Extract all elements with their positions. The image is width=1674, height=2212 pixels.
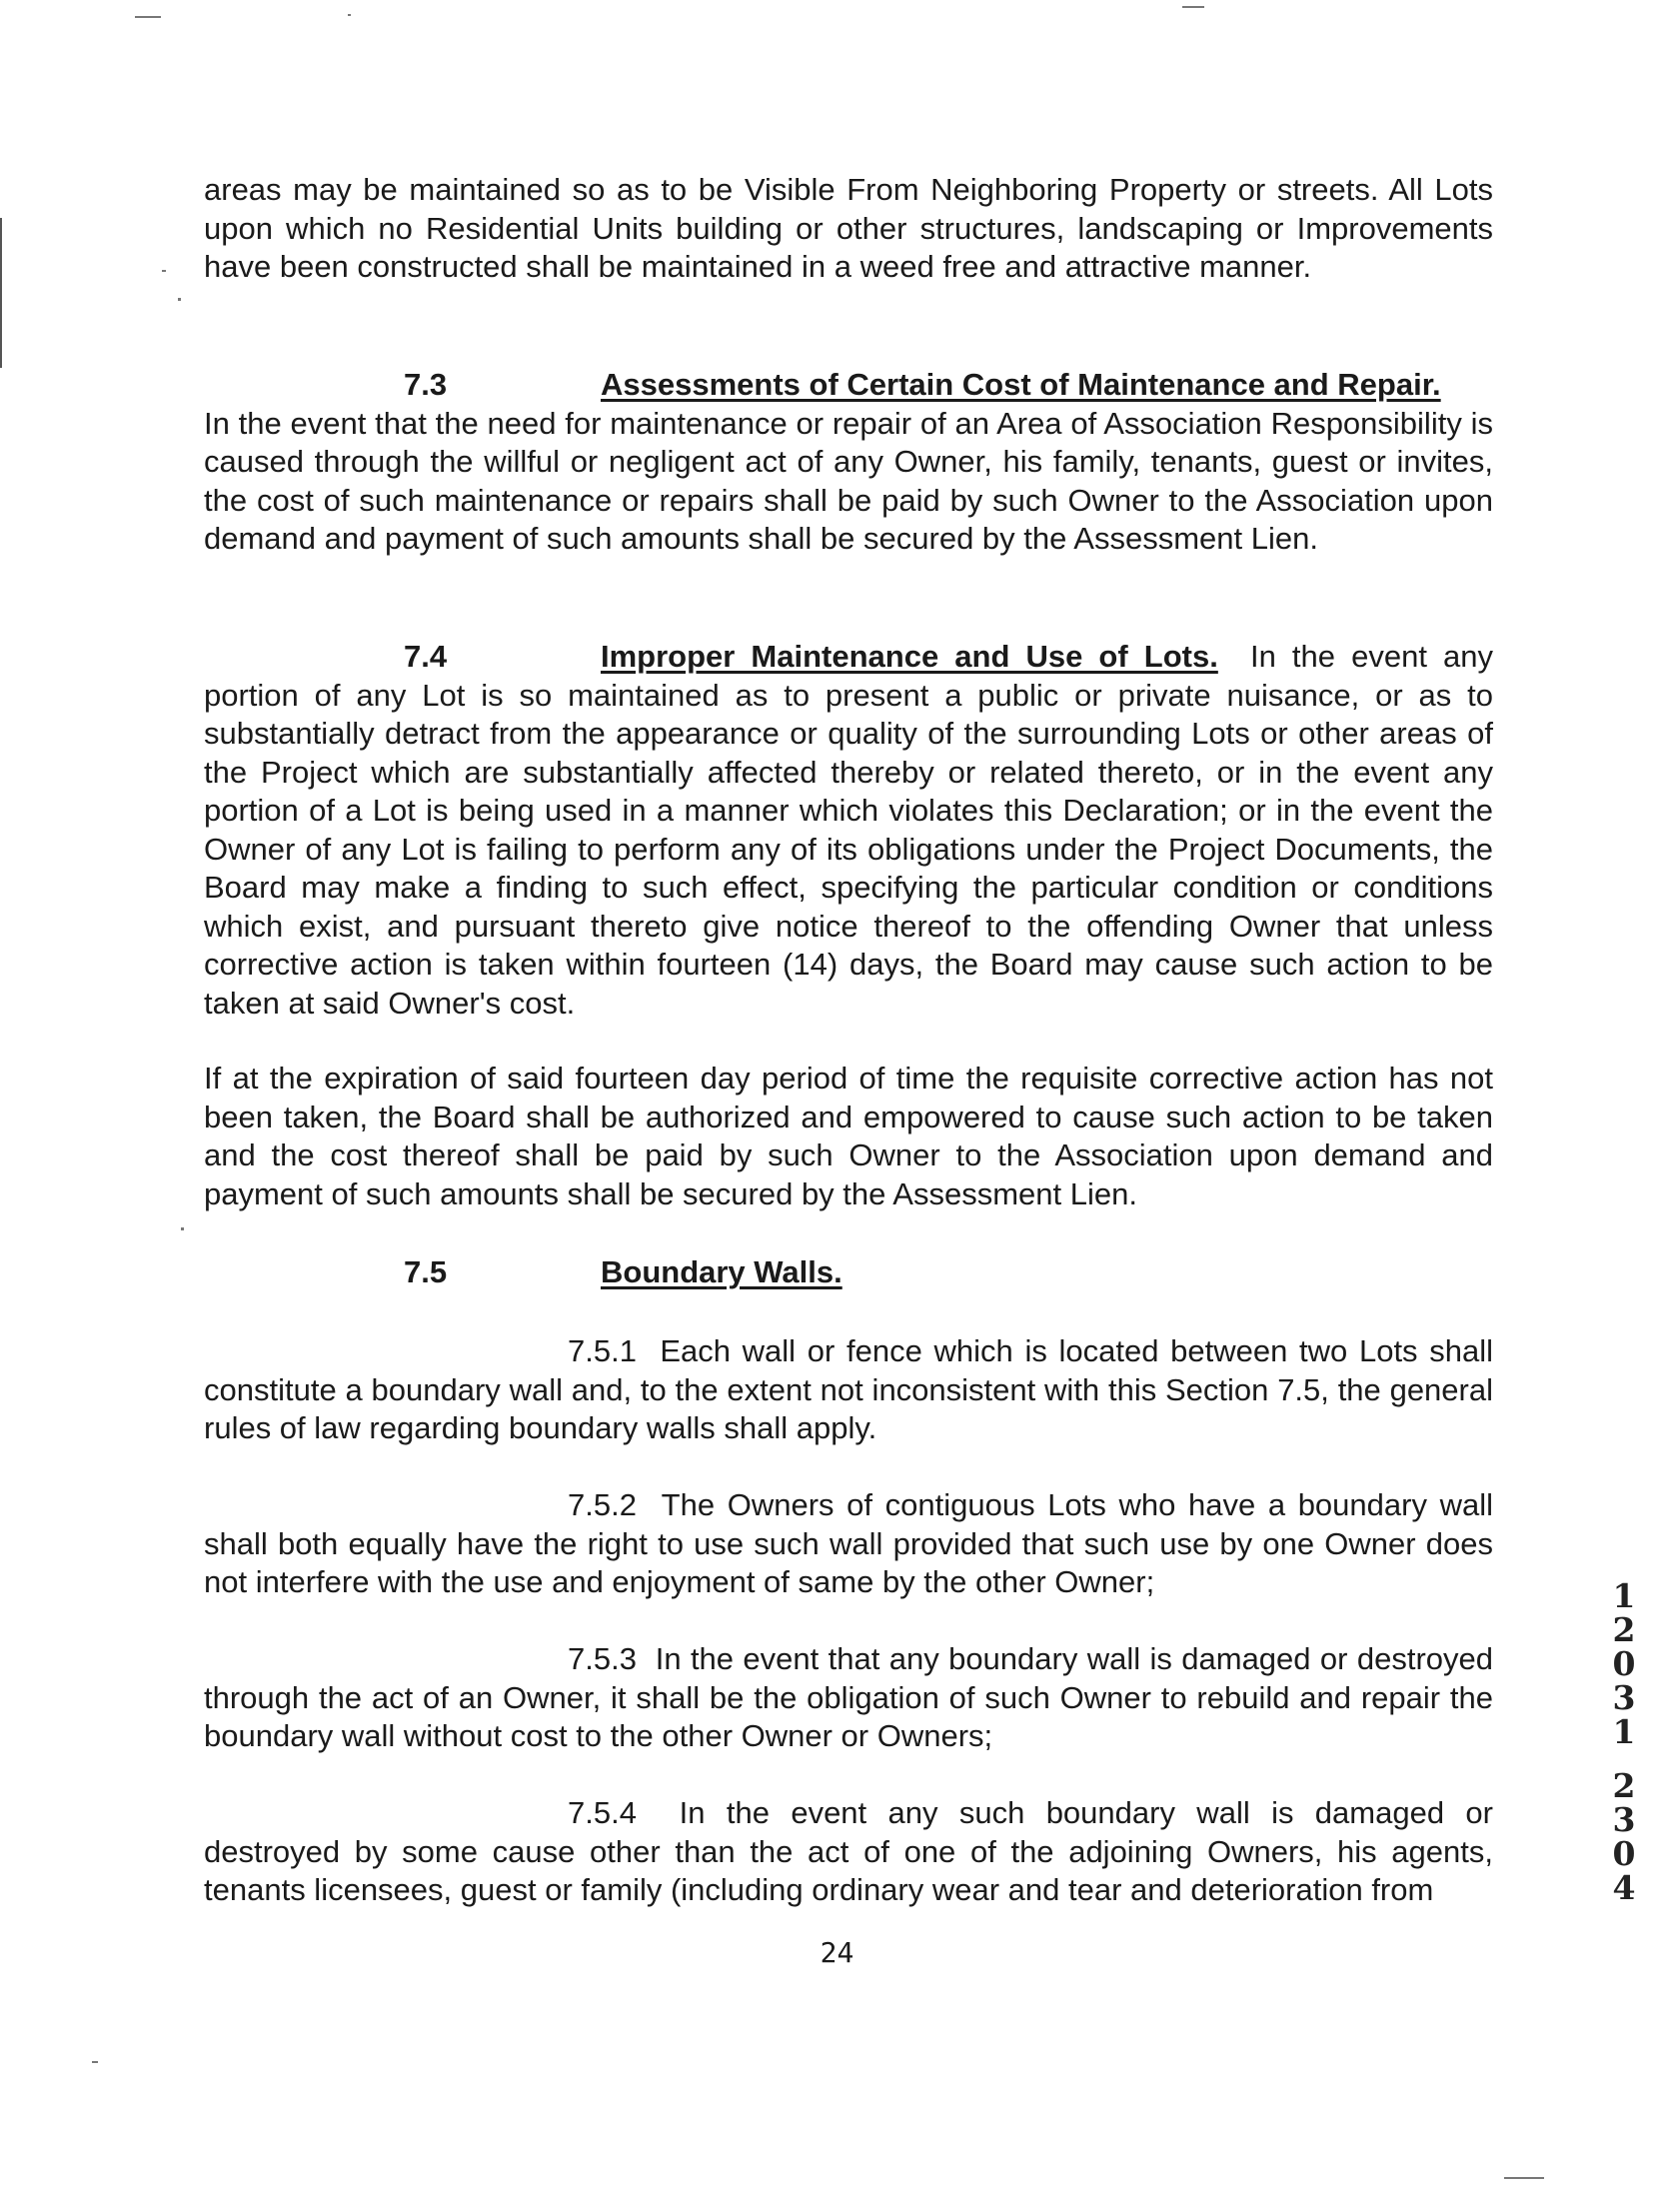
recording-stamp: [1604, 1576, 1644, 1907]
section-number: 7.3: [404, 367, 448, 402]
section-title: Boundary Walls.: [601, 1254, 842, 1289]
section-7-4-continuation: If at the expiration of said fourteen day period of time the requisite corrective action has not been taken, the Board shall be authorized and empowered to cause such action to be taken and the cost thereof shall be paid by such Owner to the Association upon demand and payment of such amounts shall be secured by the Assessment Lien.: [204, 1061, 1493, 1211]
section-number: 7.4: [404, 639, 448, 674]
intro-paragraph: areas may be maintained so as to be Visible From Neighboring Property or streets. All Lots upon which no Residential Units building or other structures, landscaping or Improvements have been constructed shall be maintained in a weed free and attractive manner.: [204, 172, 1493, 284]
stamp-digit: 4: [1612, 1868, 1636, 1907]
subsection-text: In the event any such boundary wall is damaged or destroyed by some cause other than the act of one of the adjoining Owners, his agents, tenants licensees, guest or family (including ordinary wear and tear and deterioration from: [204, 1795, 1493, 1907]
subsection-text: The Owners of contiguous Lots who have a boundary wall shall both equally have the right to use such wall provided that such use by one Owner does not interfere with the use and enjoyment of same by the other Owner;: [204, 1487, 1493, 1599]
scan-mark: [1504, 2177, 1544, 2179]
section-title: Assessments of Certain Cost of Maintenance and Repair.: [601, 367, 1441, 402]
stamp-digit: 0: [1612, 1644, 1636, 1683]
subsection-text: Each wall or fence which is located between two Lots shall constitute a boundary wall and, to the extent not inconsistent with this Section 7.5, the general rules of law regarding boundary walls shall apply.: [204, 1333, 1493, 1445]
scan-mark: [1182, 6, 1204, 8]
section-number: 7.5: [404, 1254, 448, 1289]
stamp-digit: 1: [1612, 1712, 1636, 1751]
stamp-digit: 2: [1612, 1766, 1636, 1805]
stamp-digit: 1: [1612, 1576, 1636, 1615]
stamp-digit: 2: [1612, 1610, 1636, 1649]
subsection-7-5-2: [204, 1486, 1493, 1602]
stamp-digit: 3: [1612, 1678, 1636, 1717]
scan-mark: [92, 2061, 98, 2063]
section-title: Improper Maintenance and Use of Lots.: [601, 639, 1218, 674]
subsection-7-5-3: [204, 1640, 1493, 1756]
section-body: In the event that the need for maintenance or repair of an Area of Association Responsibility is caused through the willful or negligent act of any Owner, his family, tenants, guest or invites, the cost of such maintenance or repairs shall be paid by such Owner to the Association upon demand and payment of such amounts shall be secured by the Assessment Lien.: [204, 405, 1493, 556]
section-body: In the event any portion of any Lot is so maintained as to present a public or private nuisance, or as to substantially detract from the appearance or quality of the surrounding Lots or other areas of the Project which are substantially affected thereby or related thereto, or in the event any portion of a Lot is being used in a manner which violates this Declaration; or in the event the Owner of any Lot is failing to perform any of its obligations under the Project Documents, the Board may make a finding to such effect, specifying the particular condition or conditions which exist, and pursuant thereto give notice thereof to the offending Owner that unless corrective action is taken within fourteen (14) days, the Board may cause such action to be taken at said Owner's cost.: [204, 639, 1494, 1021]
subsection-number: 7.5.1: [568, 1333, 637, 1368]
section-7-5-heading: [204, 1253, 1493, 1292]
scan-mark: [348, 14, 351, 16]
subsection-number: 7.5.2: [568, 1487, 637, 1522]
subsection-number: 7.5.4: [568, 1795, 637, 1830]
scan-mark: [162, 270, 166, 272]
scan-mark: [178, 298, 181, 301]
scan-mark: [135, 16, 161, 18]
stamp-digit: 3: [1612, 1800, 1636, 1839]
subsection-number: 7.5.3: [568, 1641, 637, 1676]
stamp-digit: 0: [1612, 1834, 1636, 1873]
subsection-text: In the event that any boundary wall is damaged or destroyed through the act of an Owner, it shall be the obligation of such Owner to rebuild and repair the boundary wall without cost to the other Owner or Owners;: [204, 1641, 1493, 1753]
scan-mark: [181, 1227, 184, 1230]
section-7-4: [204, 638, 1493, 1023]
subsection-7-5-4: [204, 1794, 1493, 1910]
section-7-3: [204, 366, 1493, 559]
page-number: 24: [820, 1936, 854, 1969]
subsection-7-5-1: [204, 1332, 1493, 1448]
scan-mark: [0, 218, 2, 368]
